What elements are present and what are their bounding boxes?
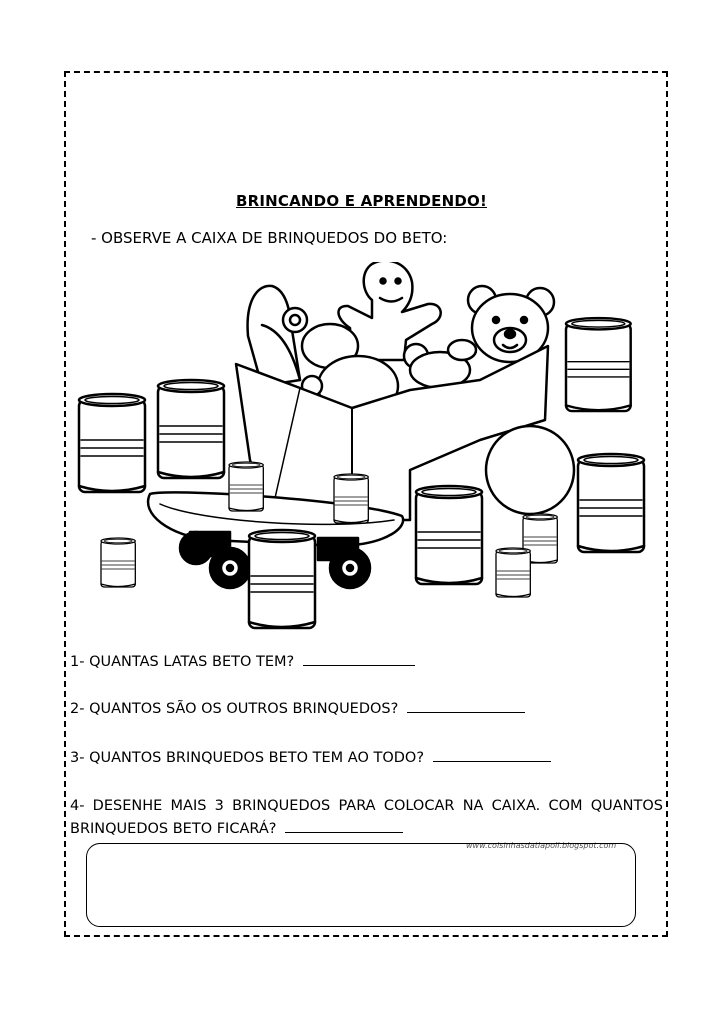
- answer-blank-1[interactable]: [303, 651, 415, 666]
- can: [79, 394, 145, 492]
- answer-blank-2[interactable]: [407, 698, 525, 713]
- can: [249, 530, 315, 628]
- ball: [486, 426, 574, 514]
- question-2: [70, 698, 525, 717]
- drawing-answer-box[interactable]: [86, 843, 636, 927]
- can: [229, 462, 263, 511]
- can: [158, 380, 224, 478]
- question-2-text: 2- QUANTOS SÃO OS OUTROS BRINQUEDOS?: [70, 701, 399, 717]
- blog-credit: www.coisinhasdatiapoli.blogspot.com: [466, 841, 617, 850]
- toy-box-illustration: [70, 262, 660, 637]
- can: [496, 548, 530, 597]
- question-4: [70, 795, 663, 841]
- can: [578, 454, 644, 552]
- can: [416, 486, 482, 584]
- question-1-text: 1- QUANTAS LATAS BETO TEM?: [70, 654, 295, 670]
- answer-blank-4[interactable]: [285, 818, 403, 833]
- instruction-text: - OBSERVE A CAIXA DE BRINQUEDOS DO BETO:: [91, 229, 448, 247]
- can: [101, 538, 135, 587]
- answer-blank-3[interactable]: [433, 747, 551, 762]
- can: [334, 474, 368, 523]
- question-1: [70, 651, 415, 670]
- worksheet-title: BRINCANDO E APRENDENDO!: [235, 192, 488, 210]
- question-3: [70, 747, 551, 766]
- question-3-text: 3- QUANTOS BRINQUEDOS BETO TEM AO TODO?: [70, 750, 425, 766]
- can: [566, 318, 631, 411]
- question-4-text: 4- DESENHE MAIS 3 BRINQUEDOS PARA COLOCAR NA CAIXA. COM QUANTOS BRINQUEDOS BETO FICARÁ?: [70, 798, 663, 837]
